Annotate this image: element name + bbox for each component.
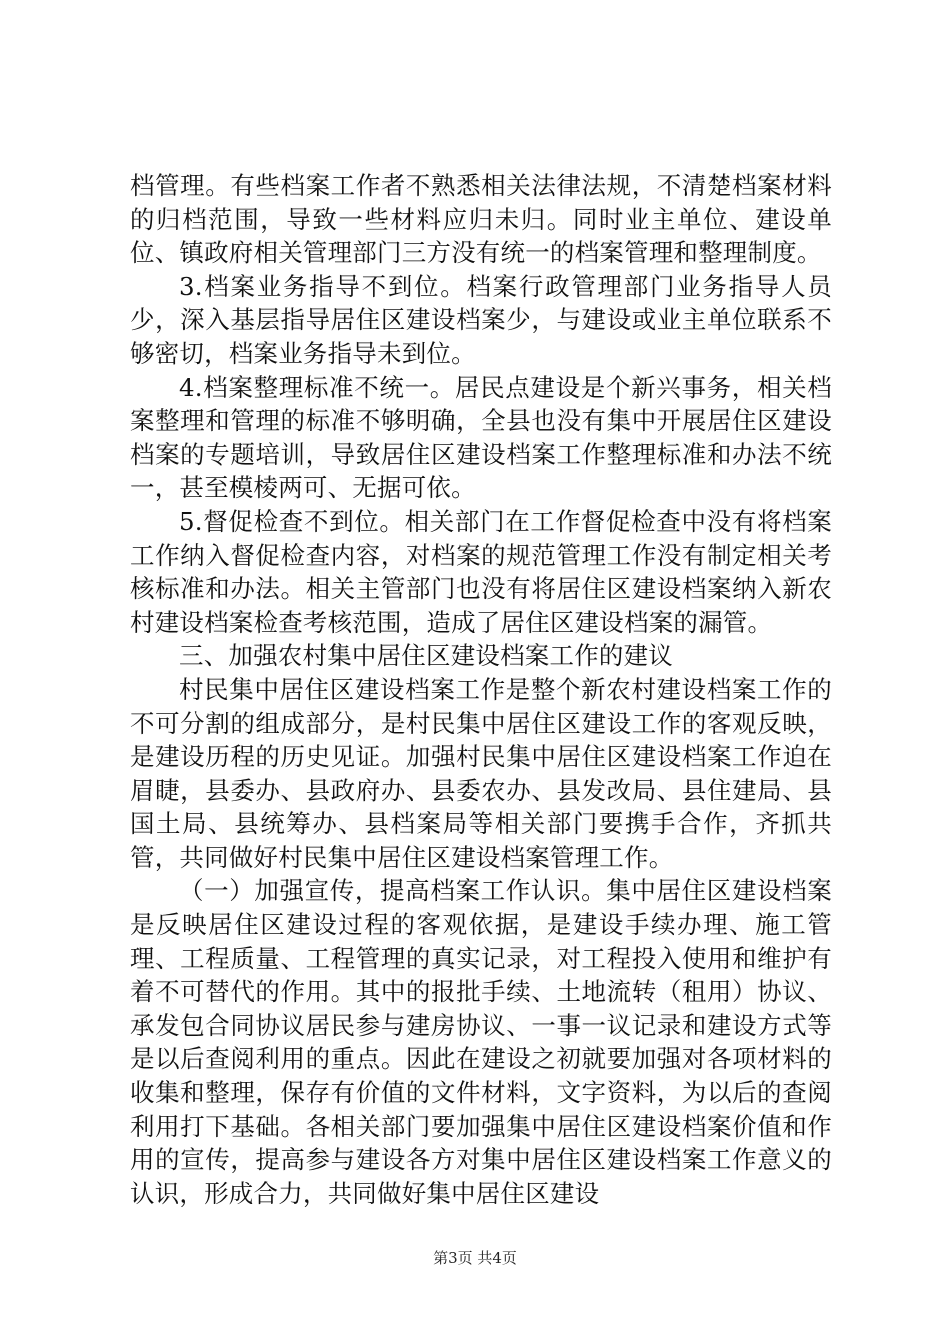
document-body <box>130 169 832 1210</box>
paragraph-section-intro: 村民集中居住区建设档案工作是整个新农村建设档案工作的不可分割的组成部分，是村民集中居住区建设工作的客观反映，是建设历程的历史见证。加强村民集中居住区建设档案工作迫在眉睫，县委办、县政府办、县委农办、县发改局、县住建局、县国土局、县统筹办、县档案局等相关部门要携手合作，齐抓共管，共同做好村民集中居住区建设档案管理工作。 <box>130 674 832 872</box>
paragraph-subsection-1: （一）加强宣传，提高档案工作认识。集中居住区建设档案是反映居住区建设过程的客观依据，是建设手续办理、施工管理、工程质量、工程管理的真实记录，对工程投入使用和维护有着不可替代的作用。其中的报批手续、土地流转（租用）协议、承发包合同协议居民参与建房协议、一事一议记录和建设方式等是以后查阅利用的重点。因此在建设之初就要加强对各项材料的收集和整理，保存有价值的文件材料，文字资料，为以后的查阅利用打下基础。各相关部门要加强集中居住区建设档案价值和作用的宣传，提高参与建设各方对集中居住区建设档案工作意义的认识，形成合力，共同做好集中居住区建设 <box>130 876 832 1208</box>
paragraph-point-3: 3.档案业务指导不到位。档案行政管理部门业务指导人员少，深入基层指导居住区建设档案少，与建设或业主单位联系不够密切，档案业务指导未到位。 <box>130 271 832 368</box>
section-heading-3: 三、加强农村集中居住区建设档案工作的建议 <box>179 641 673 671</box>
page-number-footer: 第3页 共4页 <box>433 1249 517 1267</box>
paragraph-point-4: 4.档案整理标准不统一。居民点建设是个新兴事务，相关档案整理和管理的标准不够明确，全县也没有集中开展居住区建设档案的专题培训，导致居住区建设档案工作整理标准和办法不统一，甚至模棱两可、无据可依。 <box>130 372 832 503</box>
paragraph-continuation: 档管理。有些档案工作者不熟悉相关法律法规，不清楚档案材料的归档范围，导致一些材料应归未归。同时业主单位、建设单位、镇政府相关管理部门三方没有统一的档案管理和整理制度。 <box>130 171 832 268</box>
paragraph-point-5: 5.督促检查不到位。相关部门在工作督促检查中没有将档案工作纳入督促检查内容，对档案的规范管理工作没有制定相关考核标准和办法。相关主管部门也没有将居住区建设档案纳入新农村建设档案检查考核范围，造成了居住区建设档案的漏管。 <box>130 506 832 637</box>
